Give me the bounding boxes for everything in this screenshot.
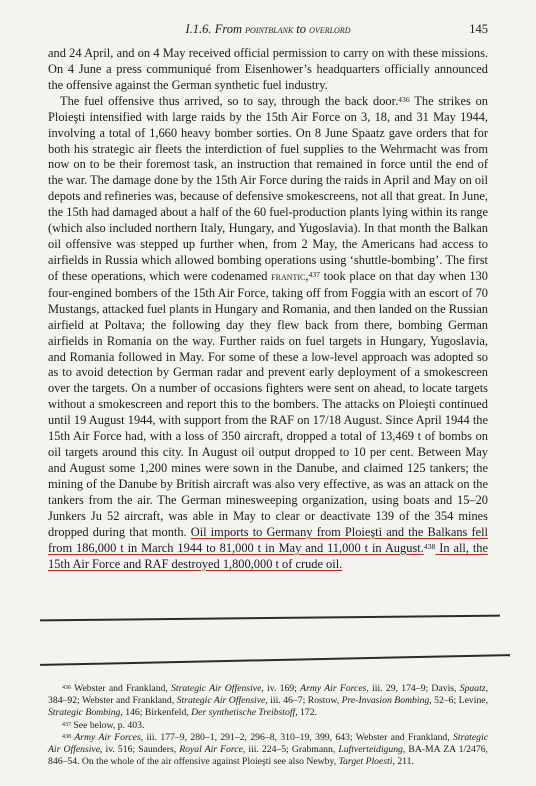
page-number: 145 [469,22,488,36]
fn436-e: , iii. 29, 174–9; Davis, [366,683,460,694]
running-head-pointblank: pointblank [245,24,294,36]
codename-frantic: frantic [271,270,306,283]
fn436-k: , 52–6; Levine, [429,695,489,707]
fn438-j: Target Ploesti [338,756,393,768]
footnote-number-438: 438 [62,733,71,740]
pen-line-lower [40,654,510,665]
fn436-b: Strategic Air Offensive [171,683,262,694]
p2-text-c: , [305,268,309,283]
fn436-f: Spaatz [459,683,486,694]
footnote-number-437: 437 [62,721,71,728]
fn438-c: , iii. 177–9, 280–1, 291–2, 296–8, 310–19, 399, 643; Webster and Frankland, [140,731,454,743]
footnote-ref-436[interactable]: 436 [398,95,410,105]
running-head-to: to [293,22,310,36]
fn436-m: , 146; Birkenfeld, [120,707,192,719]
p2-text-d: took place on that day when 130 four-engined bombers of the 15th Air Force, taking off from Foggia with an escort of 70 Mustangs, attacked fuel plants in Hungary and Romania, and then landed on the Russian airfield at Poltava; the following day they flew back from there, bombing German airfields in Romania on the way. Further raids on fuel targets in Hungary, Yugoslavia, and Romania followed in May. For some of these a low-level approach was adopted so as to avoid detection by German radar and prevent early deployment of a smokescreen over the targets. On a number of occasions fighters were sent on ahead, to locate targets without a smokescreen and report this to the bombers. The attacks on Ploieşti continued until 19 August 1944, with support from the RAF on 17/18 August. Since April 1944 the 15th Air Force had, with a loss of 350 aircraft, dropped a total of 13,469 t of bombs on oil targets around this city. In August oil output dropped to 10 per cent. Between May and August some 1,200 mines were sown in the Danube, and claimed 125 tankers; the mining of the Danube by British aircraft was also very effective, as was an attack on the tankers from the air. The German minesweeping organization, using boats and 15–20 Junkers Ju 52 aircraft, was able in May to clear or deactivate 139 of the 354 mines dropped during that month. [48,268,488,539]
fn436-j: Pre-Invasion Bombing [341,695,430,707]
running-header [48,22,488,42]
fn436-g: , 384–92; Webster and Frankland, [48,683,488,707]
footnote-number-436: 436 [62,684,71,691]
paragraph-2 [48,94,488,573]
footnote-438 [48,732,488,769]
fn438-e: , iv. 516; Saunders, [100,744,180,756]
footnote-436 [48,683,488,720]
footnotes [48,683,488,768]
fn436-h: Strategic Air Offensive [176,695,266,707]
fn438-g: , iii. 224–5; Grabmann, [242,744,339,756]
fn437-text: See below, p. 403. [71,719,145,731]
fn436-c: , iv. 169; [261,683,301,694]
running-head-section: I.1.6. [185,22,215,36]
footnote-ref-437[interactable]: 437 [308,270,321,280]
fn438-b: Army Air Forces [74,731,141,743]
fn436-o: , 172. [295,707,317,719]
fn438-h: Luftverteidigung [338,744,403,756]
running-head [48,22,488,37]
running-head-from: From [214,22,246,36]
paragraph-1: and 24 April, and on 4 May received official permission to carry on with these missions. On 4 June a press communiqué from Eisenhower’s headquarters officially announced the offensive against the German synthetic fuel industry. [48,46,488,92]
fn436-n: Der synthetische Treibstoff [191,707,296,719]
p2-sentence-a: The fuel offensive thus arrived, so to say, through the back door. [60,93,399,108]
main-text [48,46,488,572]
running-head-overlord: overlord [309,24,351,36]
underlined-crude-oil-destroyed: In all, the 15th Air Force and RAF destroyed 1,800,000 t of crude oil. [48,540,489,571]
footnote-437 [48,720,488,732]
fn438-k: , 211. [392,756,414,768]
pen-line-upper [40,615,500,621]
fn438-d: Strategic Air Offensive [48,731,489,756]
underlined-oil-imports: Oil imports to Germany from Ploieşti and the Balkans fell from 186,000 t in March 1944 to 81,000 t in May and 11,000 t in August. [48,524,488,555]
fn436-a: Webster and Frankland, [71,683,172,694]
p2-text-b: The strikes on Ploieşti intensified with large raids by the 15th Air Force on 3, 18, and 31 May 1944, involving a total of 1,660 heavy bomber sorties. On 8 June Spaatz gave orders that for both his strategic air fleets the interdiction of fuel supplies to the Wehrmacht was from now on to be their foremost task, an instruction that remained in force until the end of the war. The damage done by the 15th Air Force during the raids in April and May on oil depots and refineries was, because of defensive smokescreens, not all that great. In June, the 15th had damaged about a half of the 60 fuel-production plants lying within its range (which also included northern Italy, Hungary, and Yugoslavia). In that month the Balkan oil offensive was stepped up further when, from 2 May, the Americans had access to airfields in Russia which allowed bombing operations using ‘shuttle-bombing’. The first of these operations, which were codenamed [48,93,488,283]
footnote-ref-438[interactable]: 438 [423,541,436,551]
fn436-d: Army Air Forces [300,683,367,694]
fn438-i: , BA-MA ZA 1/2476, 846–54. On the whole of the air offensive against Ploieşti see also Newby, [48,744,488,768]
fn436-l: Strategic Bombing [48,707,121,719]
fn438-f: Royal Air Force [179,744,243,756]
fn436-i: , iii. 46–7; Rostow, [265,695,342,707]
